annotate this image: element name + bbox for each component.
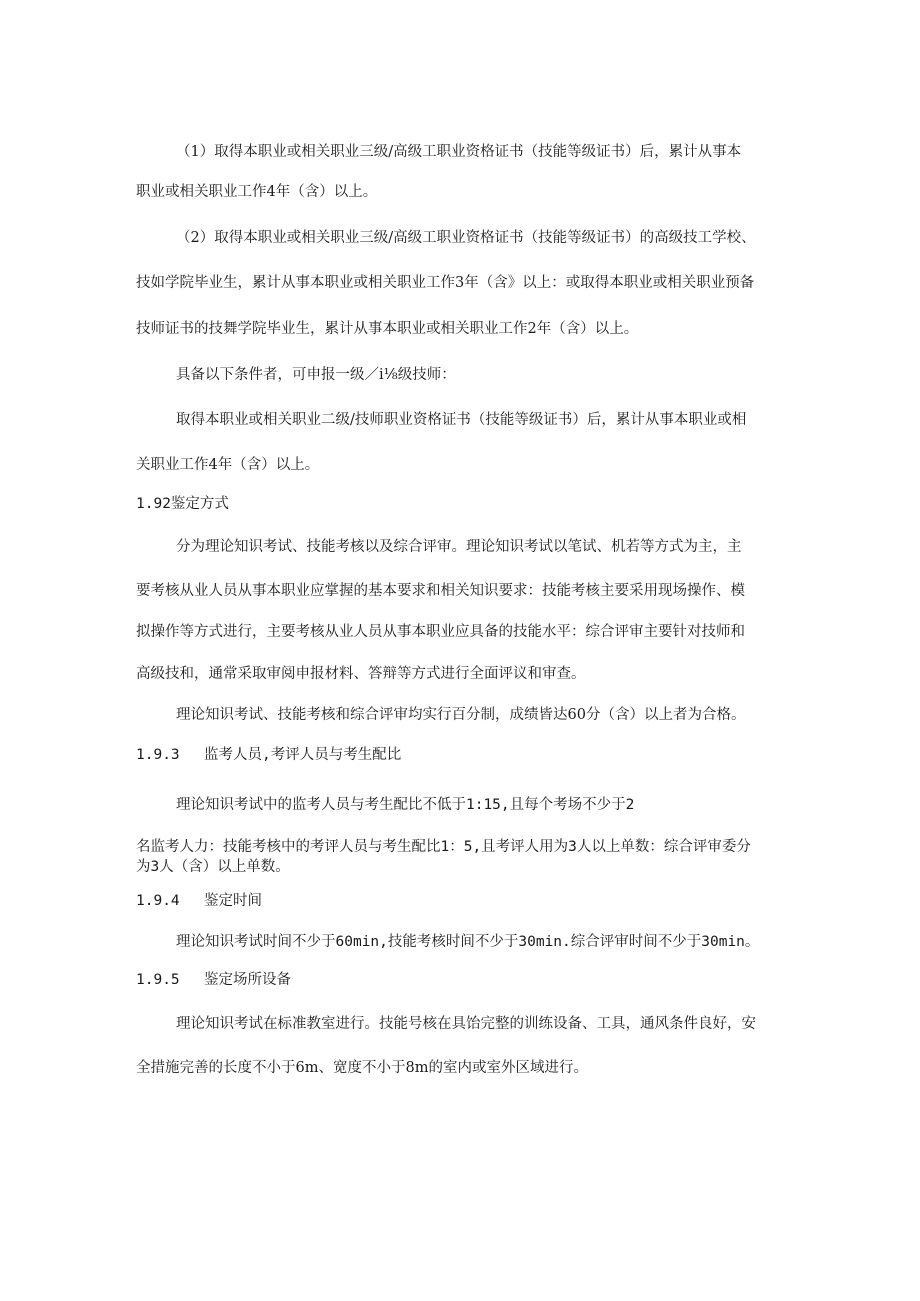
para-2-line-1: （2）取得本职业或相关职业三级/高级工职业资格证书（技能等级证书）的高级技工学校、 (176, 230, 756, 246)
para-2-line-3: 技师证书的技舞学院毕业生，累计从事本职业或相关职业工作2年（含）以上。 (136, 321, 639, 337)
heading-title: 鉴定时间 (204, 893, 262, 909)
para-4-line-1: 取得本职业或相关职业二级/技师职业资格证书（技能等级证书）后，累计从事本职业或相 (176, 412, 747, 428)
para-9-line-2: 全措施完善的长度不小于6m、宽度不小于8m的室内或室外区域进行。 (136, 1060, 588, 1076)
para-5-line-4: 高级技和，通常采取审阅申报材料、答辩等方式进行全面评议和审查。 (136, 666, 586, 682)
para-5-line-1: 分为理论知识考试、技能考核以及综合评审。理论知识考试以笔试、机若等方式为主，主 (176, 539, 742, 555)
para-4-line-2: 关职业工作4年（含）以上。 (136, 457, 320, 473)
heading-number: 1.9.5 (136, 972, 180, 988)
para-5-line-2: 要考核从业人员从事本职业应掌握的基本要求和相关知识要求：技能考核主要采用现场操作、模 (136, 583, 745, 599)
heading-1-9-5 (136, 970, 291, 990)
para-7-line-2: 名监考人力：技能考核中的考评人员与考生配比1：5,且考评人用为3人以上单数：综合评审委分 (136, 839, 751, 855)
para-1-line-1: （1）取得本职业或相关职业三级/高级工职业资格证书（技能等级证书）后，累计从事本 (176, 144, 742, 160)
heading-number: 1.9.3 (136, 747, 180, 763)
heading-1-9-4 (136, 891, 262, 911)
heading-1-9-3 (136, 745, 401, 765)
para-7-line-3: 为3人（含）以上单数。 (136, 859, 290, 875)
heading-title: 监考人员,考评人员与考生配比 (204, 747, 402, 763)
para-5-line-3: 拟操作等方式进行，主要考核从业人员从事本职业应具备的技能水平：综合评审主要针对技师和 (136, 624, 745, 640)
para-2-line-2: 技如学院毕业生，累计从事本职业或相关职业工作3年（含》以上：或取得本职业或相关职业预备 (136, 275, 755, 291)
heading-title: 鉴定场所设备 (204, 972, 291, 988)
heading-number: 1.9.4 (136, 893, 180, 909)
heading-1-9-2: 1.92鉴定方式 (136, 496, 229, 512)
para-9-line-1: 理论知识考试在标准教室进行。技能号核在具饴完整的训练设备、工具，通风条件良好，安 (176, 1016, 756, 1032)
para-8-line-1: 理论知识考试时间不少于60min,技能考核时间不少于30min.综合评审时间不少于30min。 (176, 934, 760, 950)
para-6-line-1: 理论知识考试、技能考核和综合评审均实行百分制，成绩皆达60分（含）以上者为合格。 (176, 707, 746, 723)
para-3-line-1: 具备以下条件者，可申报一级／i⅛级技师： (176, 367, 456, 383)
para-7-line-1: 理论知识考试中的监考人员与考生配比不低于1:15,且每个考场不少于2 (176, 797, 635, 813)
para-1-line-2: 职业或相关职业工作4年（含）以上。 (136, 184, 378, 200)
